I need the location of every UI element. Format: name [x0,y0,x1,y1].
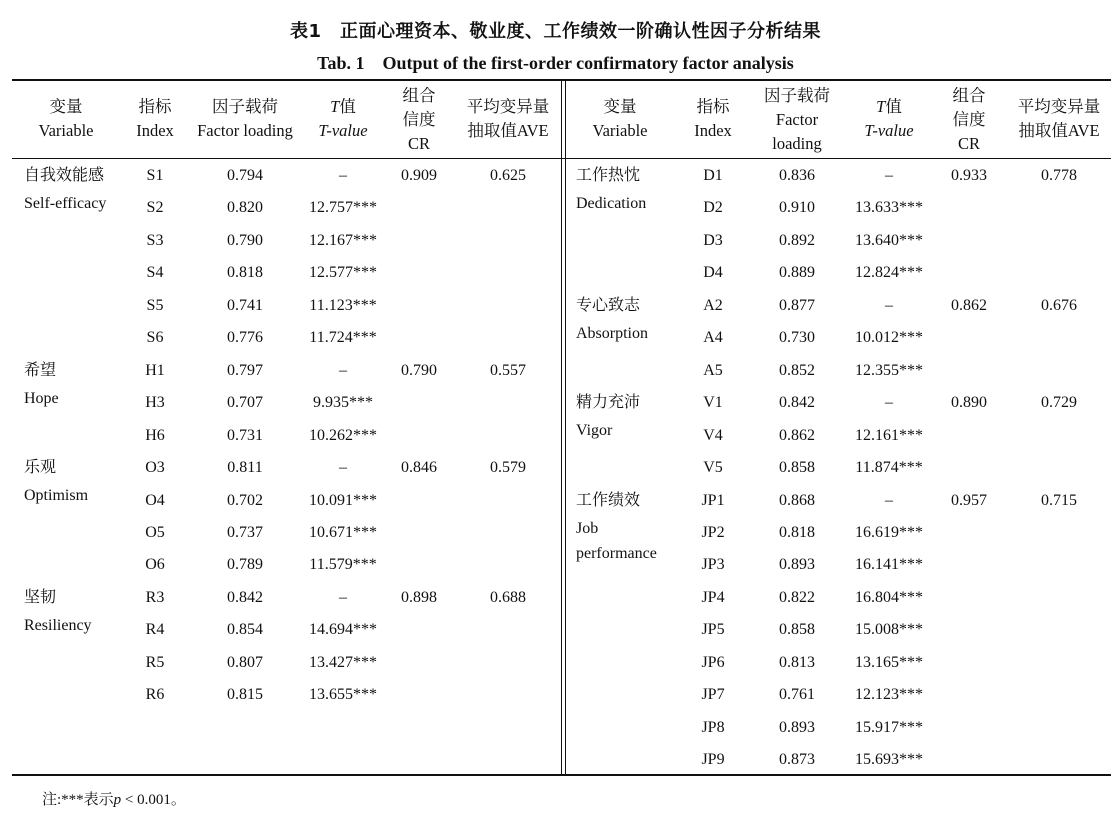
t-value-cell-right: – [885,491,893,509]
header-variable-left: 变量 Variable [38,97,94,140]
t-value-cell-left: 11.724*** [309,329,377,347]
factor-loading-cell-right: 0.852 [779,361,815,379]
t-value-cell-right: 15.008*** [855,621,923,639]
factor-loading-cell-left: 0.807 [227,653,263,671]
t-value-cell-right: 16.141*** [855,556,923,574]
variable-name-cn-left: 自我效能感 [24,167,105,184]
factor-loading-cell-left: 0.790 [227,231,263,249]
factor-loading-cell-right: 0.873 [779,751,815,769]
index-cell-right: JP3 [701,556,725,574]
variable-name-cn-right: 工作热忱 [576,167,641,184]
t-value-cell-right: 13.165*** [855,653,923,671]
index-cell-left: R6 [145,686,165,704]
factor-loading-cell-left: 0.789 [227,556,263,574]
cr-cell-left: 0.909 [401,167,437,184]
factor-loading-cell-left: 0.741 [227,296,263,314]
index-cell-right: JP4 [701,588,725,606]
factor-loading-cell-left: 0.818 [227,264,263,282]
cr-cell-left: 0.790 [401,361,437,379]
cr-cell-right: 0.933 [951,167,987,184]
factor-loading-cell-left: 0.731 [227,426,263,444]
header-t-value-right: T值 T-value [864,97,914,140]
index-cell-left: R4 [145,621,165,639]
factor-loading-cell-left: 0.776 [227,329,263,347]
index-cell-left: H1 [145,361,165,379]
index-cell-left: H3 [145,394,165,412]
variable-name-en-right: Absorption [576,324,648,342]
index-cell-right: D1 [703,167,723,184]
table-title-english: Tab. 1 Output of the first-order confirmatory factor analysis [317,53,794,73]
variable-name-cn-left: 希望 [24,361,57,379]
factor-loading-cell-left: 0.737 [227,523,263,541]
variable-name-en-right: Job performance [576,519,657,562]
header-factor-loading-left: 因子载荷 Factor loading [197,97,293,140]
index-cell-right: JP9 [701,751,725,769]
ave-cell-right: 0.729 [1041,394,1077,412]
factor-loading-cell-right: 0.836 [779,167,815,184]
variable-name-cn-right: 精力充沛 [576,394,641,412]
index-cell-right: A4 [703,329,723,347]
t-value-cell-left: 10.262*** [309,426,377,444]
t-value-cell-left: 13.655*** [309,686,377,704]
variable-name-cn-right: 工作绩效 [576,491,641,509]
factor-loading-cell-right: 0.813 [779,653,815,671]
variable-name-cn-right: 专心致志 [576,296,641,314]
variable-name-en-left: Hope [24,389,59,407]
t-value-cell-right: – [885,167,893,184]
cr-cell-right: 0.957 [951,491,987,509]
t-value-cell-left: – [339,588,347,606]
center-double-rule-left [561,80,562,775]
t-value-cell-left: – [339,361,347,379]
header-cr-right: 组合 信度 CR [952,86,986,153]
t-value-cell-left: – [339,167,347,184]
t-value-cell-left: 9.935*** [313,394,373,412]
variable-name-en-left: Self-efficacy [24,195,107,212]
index-cell-right: JP7 [701,686,725,704]
factor-loading-cell-left: 0.820 [227,199,263,217]
cr-cell-right: 0.890 [951,394,987,412]
index-cell-left: H6 [145,426,165,444]
t-value-cell-right: – [885,394,893,412]
factor-loading-cell-left: 0.854 [227,621,263,639]
t-value-cell-right: 12.123*** [855,686,923,704]
t-value-cell-left: 12.757*** [309,199,377,217]
ave-cell-left: 0.625 [490,167,526,184]
index-cell-left: O4 [145,491,165,509]
ave-cell-right: 0.715 [1041,491,1077,509]
index-cell-right: JP5 [701,621,725,639]
factor-loading-cell-right: 0.862 [779,426,815,444]
index-cell-right: D4 [703,264,723,282]
table-title-chinese: 表1 正面心理资本、敬业度、工作绩效一阶确认性因子分析结果 [289,21,822,42]
index-cell-right: D2 [703,199,723,217]
factor-loading-cell-right: 0.868 [779,491,815,509]
t-value-cell-left: 13.427*** [309,653,377,671]
index-cell-right: JP8 [701,718,725,736]
factor-loading-cell-left: 0.794 [227,167,263,184]
t-value-cell-right: 13.633*** [855,199,923,217]
t-value-cell-right: – [885,296,893,314]
factor-loading-cell-right: 0.730 [779,329,815,347]
t-value-cell-left: – [339,459,347,477]
ave-cell-left: 0.557 [490,361,526,379]
t-value-cell-left: 10.091*** [309,491,377,509]
factor-loading-cell-right: 0.822 [779,588,815,606]
t-value-cell-left: 11.123*** [309,296,377,314]
ave-cell-right: 0.778 [1041,167,1077,184]
t-value-cell-right: 10.012*** [855,329,923,347]
index-cell-left: O6 [145,556,165,574]
t-value-cell-right: 12.355*** [855,361,923,379]
variable-name-cn-left: 乐观 [24,459,57,477]
t-value-cell-left: 11.579*** [309,556,377,574]
factor-loading-cell-right: 0.893 [779,556,815,574]
index-cell-left: O3 [145,459,165,477]
index-cell-left: S5 [146,296,164,314]
header-index-right: 指标 Index [694,97,732,140]
header-t-value-left: T值 T-value [318,97,368,140]
variable-name-en-right: Dedication [576,195,647,212]
t-value-cell-right: 16.804*** [855,588,923,606]
index-cell-right: JP2 [701,523,725,541]
t-value-cell-right: 16.619*** [855,523,923,541]
factor-loading-cell-right: 0.858 [779,459,815,477]
index-cell-right: V5 [703,459,723,477]
index-cell-right: JP1 [701,491,725,509]
header-index-left: 指标 Index [136,97,174,140]
index-cell-right: D3 [703,231,723,249]
factor-loading-cell-right: 0.818 [779,523,815,541]
t-value-cell-right: 12.824*** [855,264,923,282]
factor-loading-cell-left: 0.815 [227,686,263,704]
variable-name-cn-left: 坚韧 [24,588,57,606]
factor-loading-cell-right: 0.910 [779,199,815,217]
header-ave-left: 平均变异量 抽取值AVE [466,97,550,140]
index-cell-left: S3 [146,231,164,249]
factor-loading-cell-right: 0.842 [779,394,815,412]
factor-loading-cell-left: 0.842 [227,588,263,606]
t-value-cell-left: 12.167*** [309,231,377,249]
variable-name-en-right: Vigor [576,422,613,440]
ave-cell-right: 0.676 [1041,296,1077,314]
t-value-cell-left: 12.577*** [309,264,377,282]
table-note: 注:***表示p < 0.001。 [42,792,186,808]
index-cell-right: V4 [703,426,723,444]
index-cell-left: S1 [146,167,164,184]
factor-loading-cell-left: 0.707 [227,394,263,412]
factor-loading-cell-left: 0.797 [227,361,263,379]
t-value-cell-right: 13.640*** [855,231,923,249]
t-value-cell-left: 14.694*** [309,621,377,639]
ave-cell-left: 0.579 [490,459,526,477]
factor-loading-cell-left: 0.811 [227,459,263,477]
index-cell-left: R5 [145,653,165,671]
t-value-cell-right: 12.161*** [855,426,923,444]
index-cell-right: A5 [703,361,723,379]
index-cell-right: A2 [703,296,723,314]
factor-loading-cell-right: 0.858 [779,621,815,639]
t-value-cell-left: 10.671*** [309,523,377,541]
index-cell-left: R3 [145,588,165,606]
index-cell-left: O5 [145,523,165,541]
ave-cell-left: 0.688 [490,588,526,606]
factor-loading-cell-right: 0.889 [779,264,815,282]
index-cell-left: S4 [146,264,164,282]
cr-cell-left: 0.846 [401,459,437,477]
factor-loading-cell-right: 0.877 [779,296,815,314]
factor-loading-cell-left: 0.702 [227,491,263,509]
index-cell-left: S6 [146,329,164,347]
center-double-rule-right [565,80,566,775]
index-cell-left: S2 [146,199,164,217]
header-ave-right: 平均变异量 抽取值AVE [1017,97,1101,140]
header-cr-left: 组合 信度 CR [402,86,436,153]
header-factor-loading-right: 因子载荷 Factor loading [764,86,830,153]
factor-loading-cell-right: 0.893 [779,718,815,736]
factor-loading-cell-right: 0.761 [779,686,815,704]
variable-name-en-left: Resiliency [24,616,92,634]
t-value-cell-right: 11.874*** [855,459,923,477]
factor-loading-cell-right: 0.892 [779,231,815,249]
t-value-cell-right: 15.917*** [855,718,923,736]
header-variable-right: 变量 Variable [592,97,648,140]
cr-cell-left: 0.898 [401,588,437,606]
t-value-cell-right: 15.693*** [855,751,923,769]
index-cell-right: JP6 [701,653,725,671]
index-cell-right: V1 [703,394,723,412]
cr-cell-right: 0.862 [951,296,987,314]
variable-name-en-left: Optimism [24,487,89,505]
